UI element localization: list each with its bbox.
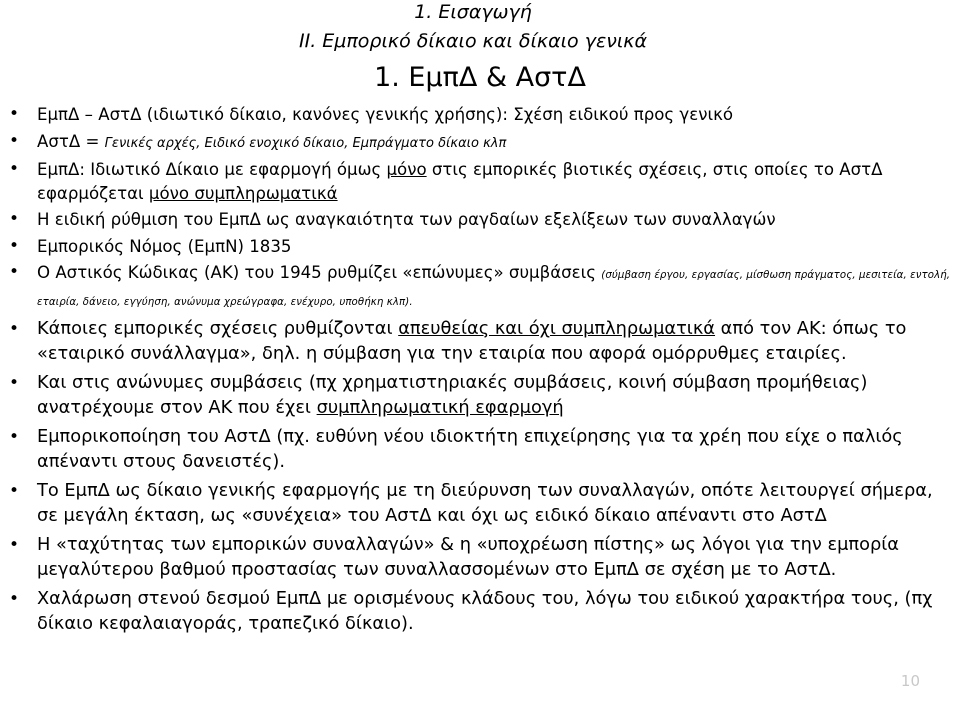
bullet-text: Και στις ανώνυμες συμβάσεις (πχ χρηματιστηριακές συμβάσεις, κοινή σύμβαση προμήθειας) ανατρέχουμε στον ΑΚ που έχει [37, 372, 868, 418]
bullet-text-small-italic: (σύμβαση έργου, εργασίας, μίσθωση πράγματος, μεσιτεία, εντολή, εταιρία, δάνειο, εγγύηση, ανώνυμα χρεώγραφα, ενέχυρο, υποθήκη κλπ). [37, 270, 951, 308]
underlined-text: απευθείας και όχι συμπληρωματικά [398, 318, 716, 339]
bullet-text: Χαλάρωση στενού δεσμού ΕμπΔ με ορισμένους κλάδους του, λόγω του ειδικού χαρακτήρα τους, (πχ δίκαιο κεφαλαιαγοράς, τραπεζικό δίκαιο). [37, 588, 933, 634]
underlined-text: συμπληρωματική εφαρμογή [316, 396, 564, 418]
bullet-item [0, 587, 960, 636]
subsection-heading: ΙΙ. Εμπορικό δίκαιο και δίκαιο γενικά [298, 30, 647, 52]
bullet-text-italic: Γενικές αρχές, Ειδικό ενοχικό δίκαιο, Εμπράγματο δίκαιο κλπ [104, 135, 507, 151]
bullet-text: Εμπορικοποίηση του ΑστΔ (πχ. ευθύνη νέου ιδιοκτήτη επιχείρησης για τα χρέη που είχε ο παλιός απέναντι στους δανειστές). [37, 426, 903, 472]
bullet-item [0, 130, 960, 156]
bullet-text: Εμπορικός Νόμος (ΕμπΝ) 1835 [37, 236, 292, 256]
bullet-text: ΕμπΔ – ΑστΔ (ιδιωτικό δίκαιο, κανόνες γενικής χρήσης): Σχέση ειδικού προς γενικό [37, 105, 734, 124]
bullet-text: Η «ταχύτητας των εμπορικών συναλλαγών» & η «υποχρέωση πίστης» ως λόγοι για την εμπορία μεγαλύτερου βαθμού προστασίας των συναλλασσομένων στο ΕμπΔ σε σχέση με το ΑστΔ. [37, 534, 900, 580]
bullet-text: Η ειδική ρύθμιση του ΕμπΔ ως αναγκαιότητα των ραγδαίων εξελίξεων των συναλλαγών [37, 210, 776, 229]
underlined-text: μόνο συμπληρωματικά [148, 183, 338, 203]
bullet-item [0, 479, 960, 528]
bullet-text: από τον ΑΚ: όπως το «εταιρικό συνάλλαγμα», δηλ. η σύμβαση για την εταιρία που αφορά ομόρρυθμες εταιρίες. [37, 318, 907, 364]
bullet-item [0, 103, 960, 127]
bullet-item [0, 235, 960, 259]
section-heading: 1. Εισαγωγή [414, 1, 532, 23]
slide-title: 1. ΕμπΔ & ΑστΔ [374, 62, 586, 93]
bullet-item [0, 317, 960, 366]
bullet-text: στις εμπορικές βιοτικές σχέσεις, στις οποίες το ΑστΔ εφαρμόζεται [37, 160, 883, 203]
bullet-text: ΑστΔ = [37, 131, 105, 151]
bullet-item [0, 425, 960, 474]
page-number: 10 [900, 672, 920, 690]
bullet-text: Ο Αστικός Κώδικας (ΑΚ) του 1945 ρυθμίζει «επώνυμες» συμβάσεις [37, 263, 602, 282]
bullet-item [0, 208, 960, 232]
bullet-text: Το ΕμπΔ ως δίκαιο γενικής εφαρμογής με τη διεύρυνση των συναλλαγών, οπότε λειτουργεί σήμερα, σε μεγάλη έκταση, ως «συνέχεια» του ΑστΔ και όχι ως ειδικό δίκαιο απέναντι στο ΑστΔ [37, 480, 933, 526]
bullet-item [0, 261, 960, 314]
bullet-text: ΕμπΔ: Ιδιωτικό Δίκαιο με εφαρμογή όμως [37, 160, 387, 179]
underlined-text: μόνο [386, 160, 427, 179]
bullet-item [0, 371, 960, 420]
bullet-list [0, 103, 960, 641]
bullet-text: Κάποιες εμπορικές σχέσεις ρυθμίζονται [37, 318, 399, 339]
bullet-item [0, 533, 960, 582]
bullet-item [0, 158, 960, 205]
